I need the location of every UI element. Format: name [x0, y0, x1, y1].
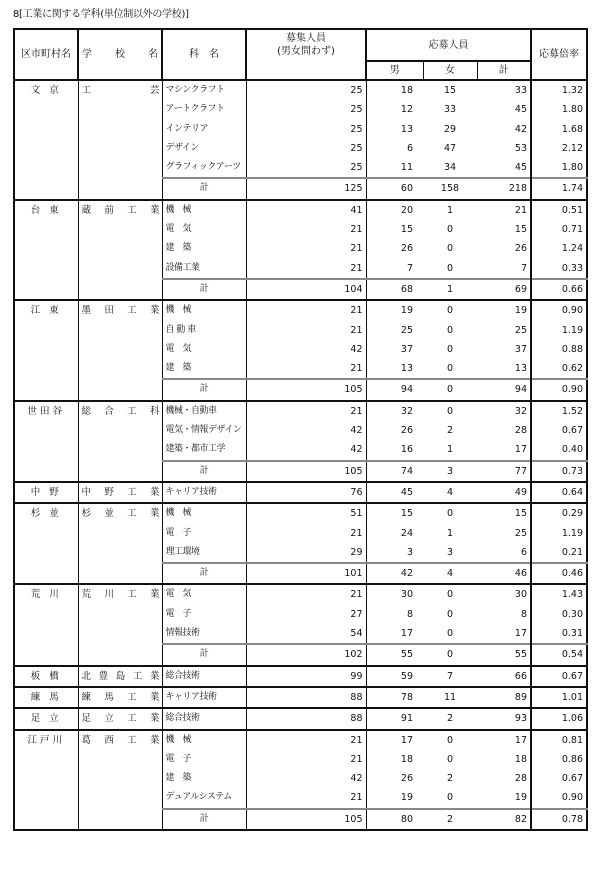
table-row: [14, 80, 587, 100]
ratio-cell: 1.19: [531, 524, 587, 543]
subtotal-ratio-cell: 1.74: [531, 178, 587, 199]
subtotal-label: 計: [162, 563, 246, 584]
ratio-cell: 0.90: [531, 788, 587, 808]
total-cell: 26: [477, 239, 531, 258]
total-cell: 42: [477, 120, 531, 139]
total-cell: 37: [477, 340, 531, 359]
header-district: 区市町村名: [14, 29, 78, 80]
subtotal-total-cell: 46: [477, 563, 531, 584]
total-cell: 15: [477, 503, 531, 523]
table-row: [14, 584, 587, 604]
header-quota-line1: 募集人員: [286, 33, 326, 44]
header-school: 学 校 名: [78, 29, 162, 80]
ratio-cell: 1.19: [531, 321, 587, 340]
quota-cell: 54: [246, 624, 366, 644]
male-cell: 30: [366, 584, 423, 604]
quota-cell: 29: [246, 543, 366, 563]
ratio-cell: 0.67: [531, 769, 587, 788]
female-cell: 2: [446, 425, 454, 437]
ratio-cell: 0.31: [531, 624, 587, 644]
male-cell: 37: [400, 343, 413, 355]
total-cell: 45: [477, 158, 531, 178]
subject-cell: 建 築: [162, 359, 246, 379]
district-cell: 足 立: [14, 708, 78, 729]
male-cell: 91: [366, 708, 423, 729]
subtotal-female-cell: 3: [423, 461, 477, 482]
school-cell: 北豊島工業: [78, 666, 162, 687]
total-cell: 7: [477, 259, 531, 279]
total-cell: 6: [477, 543, 531, 563]
subtotal-quota-cell: 102: [246, 644, 366, 665]
subtotal-quota-cell: 105: [246, 379, 366, 400]
subject-cell: 機 械: [162, 730, 246, 750]
subject-cell: インテリア: [162, 120, 246, 139]
subject-cell: 情報技術: [162, 624, 246, 644]
applicants-table: [13, 28, 588, 831]
school-cell: 葛西工業: [78, 730, 162, 830]
female-cell: 33: [443, 104, 457, 116]
female-cell: 1: [446, 444, 454, 456]
quota-cell: 42: [246, 440, 366, 460]
female-cell: 0: [423, 401, 477, 421]
male-cell: 17: [366, 730, 423, 750]
female-cell: 0: [423, 503, 477, 523]
total-cell: 8: [477, 605, 531, 624]
subject-cell: 機 械: [162, 200, 246, 220]
subject-cell: デザイン: [162, 139, 246, 158]
table-row: [14, 482, 587, 503]
district-cell: 江戸川: [14, 730, 78, 830]
total-cell: 18: [477, 750, 531, 769]
quota-cell: 21: [246, 359, 366, 379]
subtotal-quota-cell: 125: [246, 178, 366, 199]
female-cell: 1: [446, 527, 454, 539]
total-cell: 53: [477, 139, 531, 158]
subtotal-quota-cell: 101: [246, 563, 366, 584]
male-cell: 11: [400, 162, 413, 174]
subtotal-female-cell: 2: [423, 809, 477, 830]
male-cell: 3: [406, 546, 413, 558]
female-cell: 0: [446, 363, 454, 375]
school-cell: 総合工科: [78, 401, 162, 482]
ratio-cell: 0.71: [531, 220, 587, 239]
total-cell: 17: [477, 624, 531, 644]
subject-cell: マシンクラフト: [162, 80, 246, 100]
quota-cell: 21: [246, 524, 366, 543]
quota-cell: 42: [246, 421, 366, 440]
male-cell: 20: [366, 200, 423, 220]
total-cell: 25: [477, 321, 531, 340]
ratio-cell: 1.01: [531, 687, 587, 708]
school-cell: 練馬工業: [78, 687, 162, 708]
header-male: 男: [366, 61, 423, 80]
ratio-cell: 0.29: [531, 503, 587, 523]
ratio-cell: 1.68: [531, 120, 587, 139]
male-cell: 18: [366, 80, 423, 100]
male-cell: 8: [406, 608, 413, 620]
subject-cell: 電 子: [162, 524, 246, 543]
ratio-cell: 1.24: [531, 239, 587, 258]
subtotal-male-cell: 42: [366, 563, 423, 584]
table-row: [14, 401, 587, 421]
subject-cell: 機 械: [162, 503, 246, 523]
total-cell: 19: [477, 300, 531, 320]
quota-cell: 25: [246, 120, 366, 139]
header-ratio: 応募倍率: [531, 29, 587, 80]
subtotal-ratio-cell: 0.78: [531, 809, 587, 830]
total-cell: 15: [477, 220, 531, 239]
female-cell: 2: [446, 773, 454, 785]
total-cell: 17: [477, 440, 531, 460]
subtotal-total-cell: 218: [477, 178, 531, 199]
female-cell: 0: [423, 730, 477, 750]
subtotal-male-cell: 55: [366, 644, 423, 665]
table-row: [14, 666, 587, 687]
school-cell: 荒川工業: [78, 584, 162, 665]
subject-cell: 電 気: [162, 340, 246, 359]
quota-cell: 25: [246, 80, 366, 100]
subject-cell: 設備工業: [162, 259, 246, 279]
female-cell: 7: [423, 666, 477, 687]
subject-cell: 機械・自動車: [162, 401, 246, 421]
ratio-cell: 0.40: [531, 440, 587, 460]
total-cell: 17: [477, 730, 531, 750]
female-cell: 0: [446, 753, 454, 765]
female-cell: 0: [423, 584, 477, 604]
quota-cell: 27: [246, 605, 366, 624]
male-cell: 19: [366, 300, 423, 320]
subtotal-total-cell: 55: [477, 644, 531, 665]
female-cell: 29: [443, 123, 457, 135]
subtotal-female-cell: 1: [423, 279, 477, 300]
header-subject: 科 名: [162, 29, 246, 80]
header-female: 女: [423, 61, 477, 80]
female-cell: 34: [443, 162, 457, 174]
male-cell: 32: [366, 401, 423, 421]
female-cell: 15: [423, 80, 477, 100]
subtotal-total-cell: 69: [477, 279, 531, 300]
ratio-cell: 0.88: [531, 340, 587, 359]
quota-cell: 88: [246, 687, 366, 708]
header-quota-line2: (男女問わず): [277, 46, 335, 57]
male-cell: 13: [400, 363, 413, 375]
ratio-cell: 0.86: [531, 750, 587, 769]
document-title: 8[工業に関する学科(単位制以外の学校)]: [13, 9, 189, 20]
ratio-cell: 1.52: [531, 401, 587, 421]
subject-cell: 総合技術: [162, 708, 246, 729]
table-row: [14, 687, 587, 708]
total-cell: 89: [477, 687, 531, 708]
total-cell: 13: [477, 359, 531, 379]
male-cell: 26: [400, 425, 413, 437]
subject-cell: キャリア技術: [162, 687, 246, 708]
district-cell: 荒 川: [14, 584, 78, 665]
quota-cell: 21: [246, 321, 366, 340]
ratio-cell: 0.67: [531, 421, 587, 440]
total-cell: 25: [477, 524, 531, 543]
male-cell: 15: [366, 503, 423, 523]
total-cell: 21: [477, 200, 531, 220]
subtotal-ratio-cell: 0.73: [531, 461, 587, 482]
subtotal-total-cell: 94: [477, 379, 531, 400]
quota-cell: 99: [246, 666, 366, 687]
male-cell: 25: [400, 324, 413, 336]
female-cell: 47: [443, 142, 457, 154]
ratio-cell: 0.81: [531, 730, 587, 750]
total-cell: 49: [477, 482, 531, 503]
school-cell: 工芸: [78, 80, 162, 200]
subtotal-male-cell: 60: [366, 178, 423, 199]
total-cell: 93: [477, 708, 531, 729]
subject-cell: 理工環境: [162, 543, 246, 563]
subtotal-label: 計: [162, 379, 246, 400]
district-cell: 世田谷: [14, 401, 78, 482]
male-cell: 18: [400, 753, 413, 765]
subtotal-female-cell: 158: [423, 178, 477, 199]
quota-cell: 21: [246, 401, 366, 421]
male-cell: 6: [406, 142, 413, 154]
ratio-cell: 0.90: [531, 300, 587, 320]
quota-cell: 88: [246, 708, 366, 729]
subtotal-ratio-cell: 0.46: [531, 563, 587, 584]
male-cell: 12: [400, 104, 413, 116]
female-cell: 0: [446, 324, 454, 336]
male-cell: 45: [366, 482, 423, 503]
ratio-cell: 1.32: [531, 80, 587, 100]
district-cell: 杉 並: [14, 503, 78, 584]
male-cell: 15: [400, 224, 413, 236]
subtotal-total-cell: 82: [477, 809, 531, 830]
female-cell: 0: [423, 300, 477, 320]
quota-cell: 42: [246, 340, 366, 359]
female-cell: 2: [423, 708, 477, 729]
ratio-cell: 1.80: [531, 158, 587, 178]
ratio-cell: 0.21: [531, 543, 587, 563]
subtotal-label: 計: [162, 178, 246, 199]
subtotal-label: 計: [162, 644, 246, 665]
header-quota: [246, 29, 366, 80]
subject-cell: 電気・情報デザイン: [162, 421, 246, 440]
male-cell: 17: [400, 628, 413, 640]
total-cell: 66: [477, 666, 531, 687]
total-cell: 28: [477, 769, 531, 788]
quota-cell: 42: [246, 769, 366, 788]
male-cell: 78: [366, 687, 423, 708]
female-cell: 0: [446, 343, 454, 355]
ratio-cell: 1.06: [531, 708, 587, 729]
subtotal-label: 計: [162, 279, 246, 300]
ratio-cell: 2.12: [531, 139, 587, 158]
female-cell: 0: [446, 224, 454, 236]
subtotal-male-cell: 74: [366, 461, 423, 482]
header-applicants: 応募人員: [366, 29, 531, 61]
subtotal-male-cell: 94: [366, 379, 423, 400]
male-cell: 16: [400, 444, 413, 456]
district-cell: 文 京: [14, 80, 78, 200]
quota-cell: 21: [246, 750, 366, 769]
male-cell: 26: [400, 773, 413, 785]
subject-cell: 電 子: [162, 750, 246, 769]
subtotal-ratio-cell: 0.90: [531, 379, 587, 400]
subtotal-quota-cell: 105: [246, 809, 366, 830]
subject-cell: 建 築: [162, 239, 246, 258]
quota-cell: 76: [246, 482, 366, 503]
quota-cell: 25: [246, 100, 366, 119]
male-cell: 59: [366, 666, 423, 687]
school-cell: 足立工業: [78, 708, 162, 729]
school-cell: 墨田工業: [78, 300, 162, 400]
school-cell: 蔵前工業: [78, 200, 162, 300]
subtotal-female-cell: 0: [423, 644, 477, 665]
ratio-cell: 0.51: [531, 200, 587, 220]
quota-cell: 25: [246, 139, 366, 158]
subject-cell: デュアルシステム: [162, 788, 246, 808]
subtotal-male-cell: 68: [366, 279, 423, 300]
female-cell: 0: [446, 243, 454, 255]
subtotal-quota-cell: 105: [246, 461, 366, 482]
subject-cell: 建 築: [162, 769, 246, 788]
quota-cell: 21: [246, 788, 366, 808]
subject-cell: アートクラフト: [162, 100, 246, 119]
male-cell: 19: [400, 792, 413, 804]
subtotal-ratio-cell: 0.66: [531, 279, 587, 300]
female-cell: 0: [446, 628, 454, 640]
ratio-cell: 0.33: [531, 259, 587, 279]
female-cell: 3: [446, 546, 454, 558]
quota-cell: 25: [246, 158, 366, 178]
male-cell: 13: [400, 123, 413, 135]
total-cell: 33: [477, 80, 531, 100]
subtotal-label: 計: [162, 809, 246, 830]
ratio-cell: 0.62: [531, 359, 587, 379]
ratio-cell: 0.67: [531, 666, 587, 687]
subtotal-female-cell: 4: [423, 563, 477, 584]
school-cell: 杉並工業: [78, 503, 162, 584]
male-cell: 7: [406, 262, 413, 274]
subtotal-total-cell: 77: [477, 461, 531, 482]
subtotal-quota-cell: 104: [246, 279, 366, 300]
quota-cell: 41: [246, 200, 366, 220]
ratio-cell: 0.30: [531, 605, 587, 624]
subject-cell: 機 械: [162, 300, 246, 320]
total-cell: 28: [477, 421, 531, 440]
subtotal-ratio-cell: 0.54: [531, 644, 587, 665]
female-cell: 4: [423, 482, 477, 503]
female-cell: 0: [446, 262, 454, 274]
table-row: [14, 503, 587, 523]
subject-cell: 電 子: [162, 605, 246, 624]
subject-cell: 総合技術: [162, 666, 246, 687]
quota-cell: 51: [246, 503, 366, 523]
total-cell: 30: [477, 584, 531, 604]
table-row: [14, 200, 587, 220]
quota-cell: 21: [246, 300, 366, 320]
quota-cell: 21: [246, 730, 366, 750]
subtotal-label: 計: [162, 461, 246, 482]
subject-cell: キャリア技術: [162, 482, 246, 503]
district-cell: 台 東: [14, 200, 78, 300]
ratio-cell: 1.80: [531, 100, 587, 119]
total-cell: 32: [477, 401, 531, 421]
district-cell: 江 東: [14, 300, 78, 400]
table-row: [14, 708, 587, 729]
subtotal-female-cell: 0: [423, 379, 477, 400]
total-cell: 45: [477, 100, 531, 119]
quota-cell: 21: [246, 220, 366, 239]
district-cell: 練 馬: [14, 687, 78, 708]
district-cell: 板 橋: [14, 666, 78, 687]
subject-cell: 電 気: [162, 220, 246, 239]
subject-cell: 自 動 車: [162, 321, 246, 340]
subtotal-male-cell: 80: [366, 809, 423, 830]
male-cell: 24: [400, 527, 413, 539]
table-row: [14, 300, 587, 320]
female-cell: 11: [423, 687, 477, 708]
ratio-cell: 1.43: [531, 584, 587, 604]
male-cell: 26: [400, 243, 413, 255]
female-cell: 0: [446, 608, 454, 620]
subject-cell: グラフィックアーツ: [162, 158, 246, 178]
female-cell: 0: [446, 792, 454, 804]
quota-cell: 21: [246, 239, 366, 258]
district-cell: 中 野: [14, 482, 78, 503]
ratio-cell: 0.64: [531, 482, 587, 503]
quota-cell: 21: [246, 259, 366, 279]
header-total: 計: [477, 61, 531, 80]
school-cell: 中野工業: [78, 482, 162, 503]
total-cell: 19: [477, 788, 531, 808]
subject-cell: 建築・都市工学: [162, 440, 246, 460]
table-row: [14, 730, 587, 750]
female-cell: 1: [423, 200, 477, 220]
subject-cell: 電 気: [162, 584, 246, 604]
quota-cell: 21: [246, 584, 366, 604]
